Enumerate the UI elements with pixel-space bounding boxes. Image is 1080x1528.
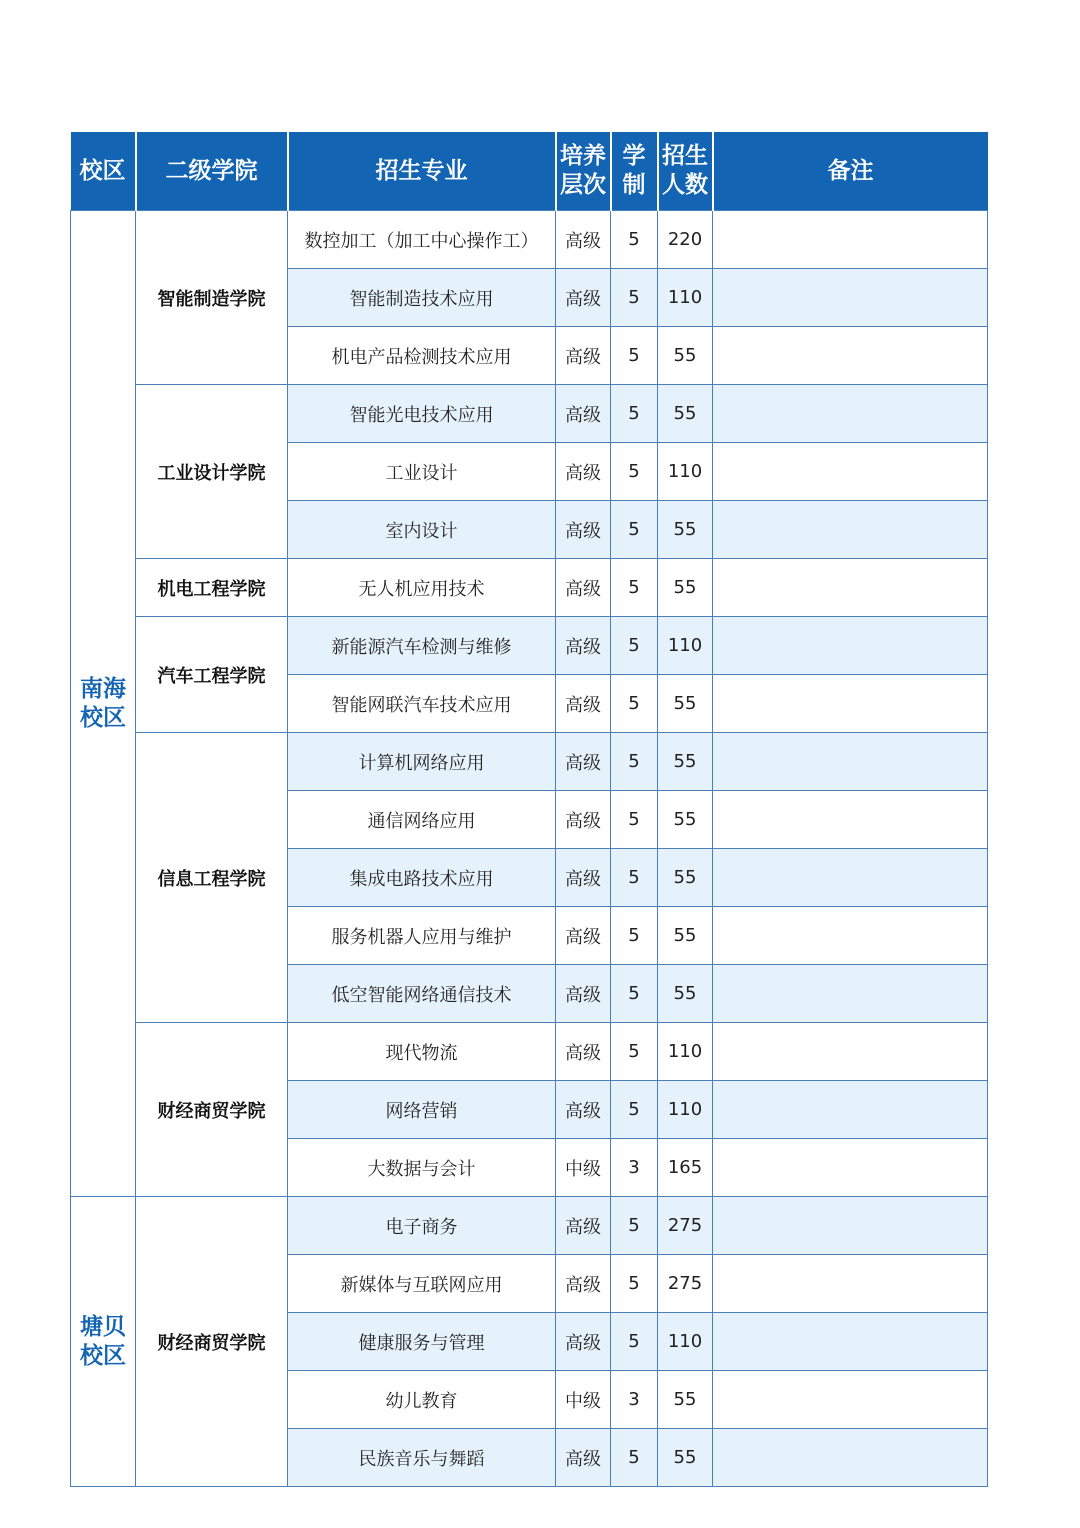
level-cell: 高级 (556, 1023, 611, 1081)
count-cell: 55 (658, 849, 713, 907)
college-cell: 智能制造学院 (136, 211, 288, 385)
campus-name-line2: 校区 (80, 704, 126, 731)
years-cell: 5 (611, 1023, 658, 1081)
years-cell: 5 (611, 675, 658, 733)
header-years-line2: 制 (622, 172, 646, 198)
level-cell: 中级 (556, 1371, 611, 1429)
note-cell (713, 675, 988, 733)
header-level-line2: 层次 (560, 172, 606, 198)
level-cell: 高级 (556, 211, 611, 269)
years-cell: 5 (611, 617, 658, 675)
count-cell: 110 (658, 1023, 713, 1081)
table-row (71, 559, 988, 617)
years-cell: 5 (611, 327, 658, 385)
years-cell: 5 (611, 965, 658, 1023)
note-cell (713, 1313, 988, 1371)
campus-cell-tangbei (71, 1197, 136, 1487)
count-cell: 55 (658, 1429, 713, 1487)
count-cell: 110 (658, 1313, 713, 1371)
note-cell (713, 559, 988, 617)
level-cell: 中级 (556, 1139, 611, 1197)
count-cell: 55 (658, 675, 713, 733)
major-cell: 低空智能网络通信技术 (288, 965, 556, 1023)
count-cell: 55 (658, 791, 713, 849)
table-row (71, 211, 988, 269)
level-cell: 高级 (556, 559, 611, 617)
level-cell: 高级 (556, 733, 611, 791)
major-cell: 智能光电技术应用 (288, 385, 556, 443)
note-cell (713, 617, 988, 675)
college-cell: 信息工程学院 (136, 733, 288, 1023)
note-cell (713, 1255, 988, 1313)
header-campus: 校区 (71, 132, 136, 211)
college-cell: 财经商贸学院 (136, 1197, 288, 1487)
major-cell: 无人机应用技术 (288, 559, 556, 617)
enrollment-table (70, 132, 988, 1487)
note-cell (713, 1023, 988, 1081)
years-cell: 5 (611, 1197, 658, 1255)
count-cell: 275 (658, 1255, 713, 1313)
header-note: 备注 (713, 132, 988, 211)
major-cell: 电子商务 (288, 1197, 556, 1255)
major-cell: 服务机器人应用与维护 (288, 907, 556, 965)
note-cell (713, 1371, 988, 1429)
level-cell: 高级 (556, 1313, 611, 1371)
note-cell (713, 791, 988, 849)
count-cell: 55 (658, 965, 713, 1023)
level-cell: 高级 (556, 907, 611, 965)
note-cell (713, 385, 988, 443)
header-level (556, 132, 611, 211)
major-cell: 计算机网络应用 (288, 733, 556, 791)
years-cell: 5 (611, 1081, 658, 1139)
note-cell (713, 269, 988, 327)
college-cell: 机电工程学院 (136, 559, 288, 617)
level-cell: 高级 (556, 269, 611, 327)
years-cell: 5 (611, 733, 658, 791)
note-cell (713, 849, 988, 907)
count-cell: 110 (658, 617, 713, 675)
level-cell: 高级 (556, 617, 611, 675)
level-cell: 高级 (556, 327, 611, 385)
level-cell: 高级 (556, 1197, 611, 1255)
major-cell: 幼儿教育 (288, 1371, 556, 1429)
years-cell: 5 (611, 1313, 658, 1371)
years-cell: 5 (611, 791, 658, 849)
header-count-line2: 人数 (662, 172, 708, 198)
years-cell: 5 (611, 1429, 658, 1487)
major-cell: 机电产品检测技术应用 (288, 327, 556, 385)
header-college: 二级学院 (136, 132, 288, 211)
years-cell: 5 (611, 849, 658, 907)
campus-name-line1: 塘贝 (80, 1313, 126, 1340)
count-cell: 110 (658, 443, 713, 501)
count-cell: 55 (658, 385, 713, 443)
level-cell: 高级 (556, 791, 611, 849)
major-cell: 现代物流 (288, 1023, 556, 1081)
table-row (71, 1197, 988, 1255)
count-cell: 220 (658, 211, 713, 269)
major-cell: 智能网联汽车技术应用 (288, 675, 556, 733)
years-cell: 5 (611, 385, 658, 443)
note-cell (713, 327, 988, 385)
header-years-line1: 学 (622, 143, 646, 170)
major-cell: 大数据与会计 (288, 1139, 556, 1197)
table-row (71, 1023, 988, 1081)
header-level-line1: 培养 (560, 143, 606, 170)
header-years (611, 132, 658, 211)
header-major: 招生专业 (288, 132, 556, 211)
campus-name-line2: 校区 (80, 1342, 126, 1369)
years-cell: 5 (611, 211, 658, 269)
level-cell: 高级 (556, 443, 611, 501)
count-cell: 165 (658, 1139, 713, 1197)
major-cell: 数控加工（加工中心操作工） (288, 211, 556, 269)
major-cell: 集成电路技术应用 (288, 849, 556, 907)
years-cell: 5 (611, 559, 658, 617)
level-cell: 高级 (556, 1255, 611, 1313)
years-cell: 5 (611, 269, 658, 327)
campus-cell-nanhai (71, 211, 136, 1197)
note-cell (713, 907, 988, 965)
table-row (71, 385, 988, 443)
major-cell: 新媒体与互联网应用 (288, 1255, 556, 1313)
years-cell: 5 (611, 1255, 658, 1313)
note-cell (713, 211, 988, 269)
header-count (658, 132, 713, 211)
major-cell: 民族音乐与舞蹈 (288, 1429, 556, 1487)
table-row (71, 733, 988, 791)
level-cell: 高级 (556, 1081, 611, 1139)
level-cell: 高级 (556, 385, 611, 443)
level-cell: 高级 (556, 675, 611, 733)
college-cell: 汽车工程学院 (136, 617, 288, 733)
header-row (71, 132, 988, 211)
header-count-line1: 招生 (662, 143, 708, 170)
note-cell (713, 1081, 988, 1139)
note-cell (713, 733, 988, 791)
years-cell: 5 (611, 443, 658, 501)
note-cell (713, 1197, 988, 1255)
count-cell: 275 (658, 1197, 713, 1255)
count-cell: 55 (658, 327, 713, 385)
major-cell: 室内设计 (288, 501, 556, 559)
count-cell: 55 (658, 559, 713, 617)
major-cell: 通信网络应用 (288, 791, 556, 849)
note-cell (713, 1429, 988, 1487)
campus-name-line1: 南海 (80, 675, 126, 702)
level-cell: 高级 (556, 1429, 611, 1487)
count-cell: 110 (658, 1081, 713, 1139)
note-cell (713, 501, 988, 559)
level-cell: 高级 (556, 965, 611, 1023)
years-cell: 5 (611, 501, 658, 559)
count-cell: 110 (658, 269, 713, 327)
table-row (71, 617, 988, 675)
level-cell: 高级 (556, 501, 611, 559)
years-cell: 3 (611, 1371, 658, 1429)
count-cell: 55 (658, 733, 713, 791)
count-cell: 55 (658, 1371, 713, 1429)
count-cell: 55 (658, 501, 713, 559)
note-cell (713, 965, 988, 1023)
major-cell: 工业设计 (288, 443, 556, 501)
count-cell: 55 (658, 907, 713, 965)
major-cell: 网络营销 (288, 1081, 556, 1139)
note-cell (713, 1139, 988, 1197)
major-cell: 健康服务与管理 (288, 1313, 556, 1371)
level-cell: 高级 (556, 849, 611, 907)
years-cell: 3 (611, 1139, 658, 1197)
note-cell (713, 443, 988, 501)
college-cell: 财经商贸学院 (136, 1023, 288, 1197)
major-cell: 新能源汽车检测与维修 (288, 617, 556, 675)
years-cell: 5 (611, 907, 658, 965)
college-cell: 工业设计学院 (136, 385, 288, 559)
major-cell: 智能制造技术应用 (288, 269, 556, 327)
